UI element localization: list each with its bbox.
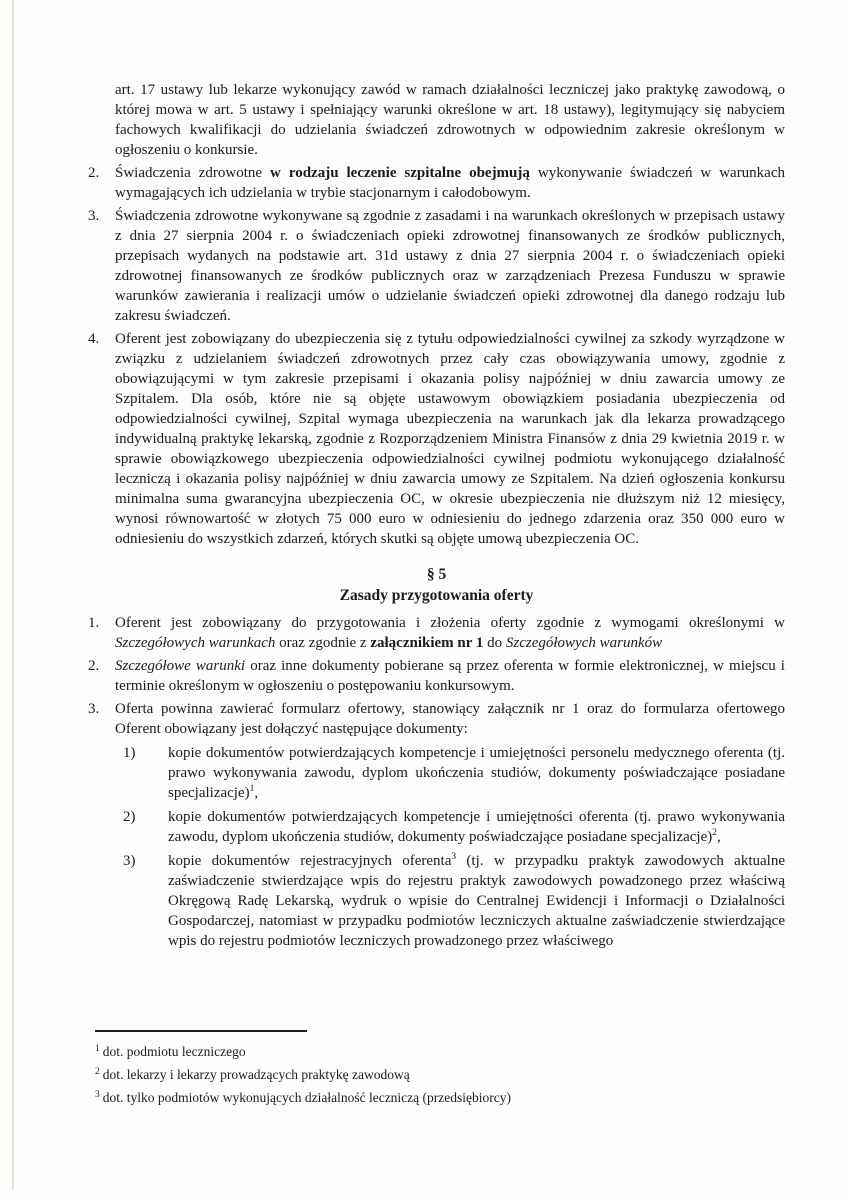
- item-text: Oferta powinna zawierać formularz ofertowy, stanowiący załącznik nr 1 oraz do formularza ofertowego Oferent obowiązany jest dołączyć następujące dokumenty:: [115, 701, 785, 737]
- list-item-3: [88, 206, 785, 326]
- section-heading: [88, 564, 785, 606]
- item-text: Szczegółowe warunki oraz inne dokumenty pobierane są przez oferenta w formie elektronicznej, w miejscu i terminie określonym w ogłoszeniu o postępowaniu konkursowym.: [115, 658, 785, 694]
- sub-item-text: kopie dokumentów potwierdzających kompetencje i umiejętności personelu medycznego oferenta (tj. prawo wykonywania zawodu, dyplom ukończenia studiów, dokumenty poświadczające posiadane specjalizacje)$^1$,: [168, 745, 785, 801]
- item-text: Świadczenia zdrowotne w rodzaju leczenie szpitalne obejmują wykonywanie świadczeń w warunkach wymagających ich udzielania w trybie stacjonarnym i całodobowym.: [115, 165, 785, 201]
- item-text: Oferent jest zobowiązany do ubezpieczenia się z tytułu odpowiedzialności cywilnej za szkody wyrządzone w związku z udzielaniem świadczeń zdrowotnych przez cały czas obowiązywania umowy, zgodnie z obowiązującymi w tym zakresie przepisami i okazania polisy najpóźniej w dniu zawarcia umowy ze Szpitalem. Dla osób, które nie są objęte ustawowym obowiązkiem posiadania ubezpieczenia od odpowiedzialności cywilnej, Szpital wymaga ubezpieczenia na warunkach jak dla lekarza prowadzącego indywidualną praktykę lekarską, zgodnie z Rozporządzeniem Ministra Finansów z dnia 29 kwietnia 2019 r. w sprawie obowiązkowego ubezpieczenia odpowiedzialności cywilnej podmiotu wykonującego działalność leczniczą i okazania polisy najpóźniej w dniu zawarcia umowy ze Szpitalem. Na dzień ogłoszenia konkursu minimalna suma gwarancyjna ubezpieczenia OC, w okresie ubezpieczenia nie dłuższym niż 12 miesięcy, wynosi równowartość w złotych 75 000 euro w odniesieniu do jednego zdarzenia oraz 350 000 euro w odniesieniu do wszystkich zdarzeń, których skutki są objęte umową ubezpieczenia OC.: [115, 331, 785, 547]
- footnote-1: [95, 1040, 785, 1063]
- sub-item-3: [123, 851, 785, 951]
- section-title: Zasady przygotowania oferty: [339, 587, 534, 604]
- footnote-marker: 3: [95, 1089, 100, 1100]
- list-item-2: [88, 163, 785, 203]
- footnote-3: [95, 1086, 785, 1109]
- item-number: 1.: [88, 615, 100, 631]
- footnote-separator: [95, 1030, 307, 1032]
- document-content: [88, 80, 785, 951]
- sub-item-text: kopie dokumentów rejestracyjnych oferenta$^3$ (tj. w przypadku praktyk zawodowych aktualne zaświadczenie stwierdzające wpis do rejestru praktyk zawodowych powadzonego przez właściwą Okręgową Radę Lekarską, wydruk o wpisie do Centralnej Ewidencji i Informacji o Działalności Gospodarczej, natomiast w przypadku podmiotów leczniczych aktualne zaświadczenie stwierdzające wpis do rejestru podmiotów leczniczych prowadzonego przez właściwego: [168, 852, 785, 949]
- list-item-b1: [88, 613, 785, 653]
- footnote-text: dot. tylko podmiotów wykonujących działalność leczniczą (przedsiębiorcy): [102, 1090, 511, 1105]
- scan-edge-line: [12, 0, 14, 1190]
- sub-item-number: 2): [123, 809, 136, 825]
- footnote-marker: 2: [95, 1066, 100, 1077]
- sub-item-2: [123, 807, 785, 847]
- footnote-2: [95, 1063, 785, 1086]
- sub-item-1: [123, 743, 785, 803]
- item-number: 3.: [88, 208, 100, 224]
- item-number: 4.: [88, 331, 100, 347]
- item-text: Oferent jest zobowiązany do przygotowania i złożenia oferty zgodnie z wymogami określonymi w Szczegółowych warunkach oraz zgodnie z załącznikiem nr 1 do Szczegółowych warunków: [115, 615, 785, 651]
- footnote-text: dot. podmiotu leczniczego: [102, 1044, 246, 1059]
- list-item-b3: [88, 699, 785, 739]
- footnotes: [95, 1030, 785, 1109]
- section-symbol: § 5: [426, 566, 447, 583]
- item-number: 2.: [88, 658, 100, 674]
- item-text: Świadczenia zdrowotne wykonywane są zgodnie z zasadami i na warunkach określonych w przepisach ustawy z dnia 27 sierpnia 2004 r. o świadczeniach opieki zdrowotnej finansowanych ze środków publicznych, przepisach wydanych na podstawie art. 31d ustawy z dnia 27 sierpnia 2004 r. o świadczeniach opieki zdrowotnej finansowanych ze środków publicznych oraz w zarządzeniach Prezesa Funduszu w sprawie warunków zawierania i realizacji umów o udzielanie świadczeń opieki zdrowotnej dla danego rodzaju lub zakresu świadczeń.: [115, 208, 785, 324]
- item-number: 2.: [88, 165, 100, 181]
- paragraph-continuation: art. 17 ustawy lub lekarze wykonujący zawód w ramach działalności leczniczej jako praktykę zawodową, o której mowa w art. 5 ustawy i spełniający warunki określone w art. 18 ustawy), legitymujący się nabyciem fachowych kwalifikacji do udzielania świadczeń zdrowotnych w odpowiednim zakresie określonym w ogłoszeniu o konkursie.: [115, 82, 785, 158]
- sub-item-number: 1): [123, 745, 136, 761]
- sub-item-number: 3): [123, 853, 136, 869]
- list-item-b2: [88, 656, 785, 696]
- item-number: 3.: [88, 701, 100, 717]
- footnote-marker: 1: [95, 1043, 100, 1054]
- footnote-text: dot. lekarzy i lekarzy prowadzących praktykę zawodową: [102, 1067, 410, 1082]
- list-item-4: [88, 329, 785, 549]
- sub-item-text: kopie dokumentów potwierdzających kompetencje i umiejętności oferenta (tj. prawo wykonywania zawodu, dyplom ukończenia studiów, dokumenty poświadczające posiadane specjalizacje)$^2$,: [168, 809, 785, 845]
